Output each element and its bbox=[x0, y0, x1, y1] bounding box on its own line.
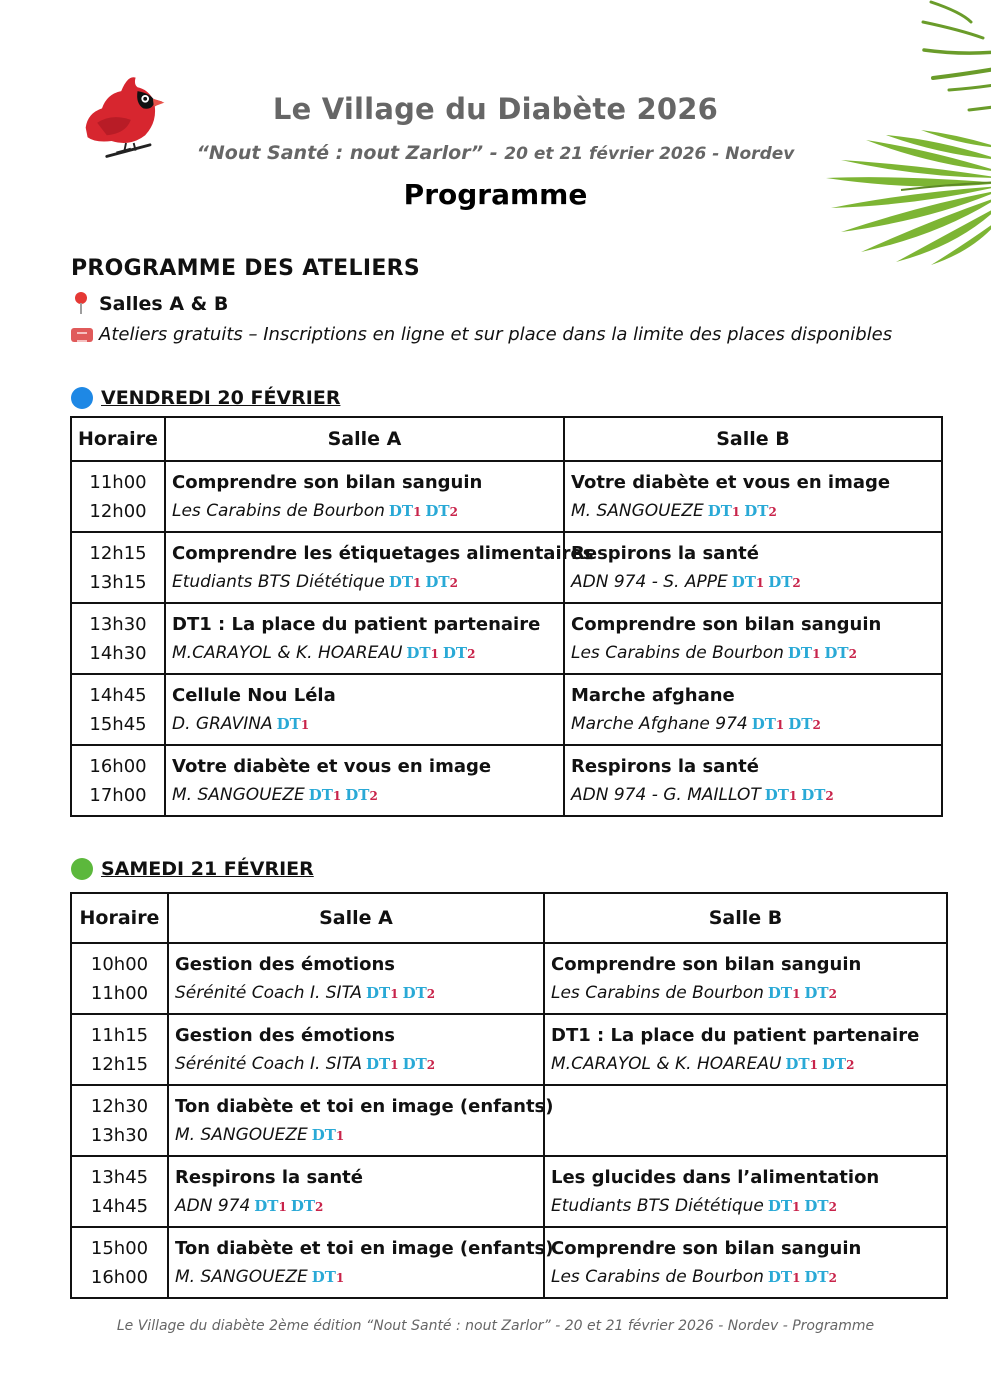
session-title: Respirons la santé bbox=[175, 1167, 363, 1188]
table-row bbox=[71, 461, 942, 532]
dt-prefix: DT bbox=[254, 1197, 279, 1215]
session-speaker bbox=[172, 710, 557, 740]
schedule-table-saturday bbox=[70, 892, 948, 1299]
section-title: PROGRAMME DES ATELIERS bbox=[71, 256, 421, 281]
registration-note bbox=[71, 324, 892, 345]
start-time: 16h00 bbox=[89, 756, 147, 777]
session-title: DT1 : La place du patient partenaire bbox=[551, 1025, 920, 1046]
dt-badge bbox=[752, 715, 785, 733]
session-title: Comprendre les étiquetages alimentaires bbox=[172, 543, 594, 564]
session-speaker bbox=[551, 979, 940, 1009]
time-cell bbox=[71, 1156, 168, 1227]
dt-badge bbox=[345, 786, 378, 804]
speaker-name: Etudiants BTS Diététique bbox=[172, 572, 385, 592]
dt-badge bbox=[768, 1197, 801, 1215]
session-cell-salle-a bbox=[165, 603, 564, 674]
session-cell-salle-a bbox=[165, 532, 594, 603]
table-row bbox=[71, 745, 942, 816]
dt-badge bbox=[765, 786, 798, 804]
round-pushpin-icon bbox=[71, 292, 91, 316]
dt-number: 1 bbox=[413, 576, 422, 590]
session-title: Votre diabète et vous en image bbox=[571, 472, 891, 493]
dt-badge bbox=[389, 573, 422, 591]
dt-badge bbox=[732, 573, 765, 591]
speaker-name: M. SANGOUEZE bbox=[175, 1125, 308, 1145]
speaker-name: ADN 974 - S. APPE bbox=[571, 572, 728, 592]
table-row bbox=[71, 603, 942, 674]
dt-number: 1 bbox=[775, 718, 785, 732]
session-cell-salle-a bbox=[168, 1156, 544, 1227]
dt-prefix: DT bbox=[425, 502, 450, 520]
registration-note-text: Ateliers gratuits – Inscriptions en ligne et sur place dans la limite des places disponibles bbox=[99, 324, 893, 345]
dt-prefix: DT bbox=[402, 1055, 427, 1073]
table-header-row bbox=[71, 417, 942, 461]
dt-number: 1 bbox=[335, 1129, 345, 1143]
day-label: VENDREDI 20 FÉVRIER bbox=[101, 387, 341, 409]
column-header-salle-b: Salle B bbox=[564, 417, 942, 461]
session-cell-salle-b bbox=[544, 943, 947, 1014]
session-cell-salle-b bbox=[564, 603, 942, 674]
dt-number: 1 bbox=[755, 576, 765, 590]
session-cell-salle-b bbox=[564, 745, 942, 816]
dt-number: 1 bbox=[792, 1200, 801, 1214]
dt-number: 2 bbox=[848, 647, 857, 661]
event-subtitle bbox=[0, 142, 991, 164]
dt-badge bbox=[366, 1055, 399, 1073]
session-title: Gestion des émotions bbox=[175, 954, 395, 975]
dt-prefix: DT bbox=[804, 1197, 829, 1215]
session-speaker bbox=[571, 568, 935, 598]
dt-badge bbox=[277, 715, 310, 733]
dt-number: 1 bbox=[731, 505, 741, 519]
dt-prefix: DT bbox=[731, 573, 756, 591]
dt-number: 1 bbox=[792, 987, 801, 1001]
session-speaker bbox=[175, 1121, 537, 1151]
page-title: Programme bbox=[403, 178, 588, 211]
dt-prefix: DT bbox=[767, 1268, 793, 1286]
dt-badge bbox=[312, 1126, 345, 1144]
speaker-name: Marche Afghane 974 bbox=[571, 714, 748, 734]
start-time: 11h15 bbox=[90, 1025, 149, 1046]
start-time: 11h00 bbox=[89, 472, 147, 493]
dt-prefix: DT bbox=[767, 1197, 793, 1215]
dt-badge bbox=[366, 984, 399, 1002]
dt-badge bbox=[406, 644, 439, 662]
dt-prefix: DT bbox=[366, 984, 391, 1002]
dt-badge bbox=[822, 1055, 855, 1073]
session-title: DT1 : La place du patient partenaire bbox=[172, 614, 541, 635]
session-speaker bbox=[175, 1050, 537, 1080]
end-time: 14h30 bbox=[89, 643, 147, 664]
session-speaker bbox=[175, 1192, 537, 1222]
session-title: Comprendre son bilan sanguin bbox=[551, 954, 862, 975]
column-header-horaire: Horaire bbox=[71, 893, 168, 943]
dt-number: 1 bbox=[335, 1271, 345, 1285]
dt-badge bbox=[403, 1055, 436, 1073]
dt-badge bbox=[254, 1197, 287, 1215]
session-title: Ton diabète et toi en image (enfants) bbox=[175, 1238, 554, 1259]
end-time: 14h45 bbox=[90, 1196, 149, 1217]
session-cell-salle-b bbox=[564, 532, 942, 603]
dt-prefix: DT bbox=[767, 984, 793, 1002]
dt-badge bbox=[768, 984, 801, 1002]
session-speaker bbox=[172, 781, 557, 811]
dt-badge bbox=[804, 1268, 837, 1286]
dt-prefix: DT bbox=[764, 786, 789, 804]
time-cell bbox=[71, 532, 165, 603]
dt-number: 2 bbox=[426, 987, 436, 1001]
session-cell-salle-b bbox=[544, 1156, 947, 1227]
time-cell bbox=[71, 461, 165, 532]
palm-leaf-decoration bbox=[811, 0, 991, 265]
column-header-salle-a: Salle A bbox=[168, 893, 544, 943]
dt-number: 2 bbox=[315, 1200, 324, 1214]
dt-badge bbox=[788, 644, 821, 662]
schedule-table-friday bbox=[70, 416, 943, 817]
speaker-name: M. SANGOUEZE bbox=[571, 501, 704, 521]
session-cell-salle-b bbox=[564, 674, 942, 745]
end-time: 15h45 bbox=[89, 714, 147, 735]
dt-prefix: DT bbox=[744, 502, 769, 520]
dt-badge bbox=[824, 644, 857, 662]
session-cell-salle-a bbox=[168, 1085, 554, 1156]
session-title: Comprendre son bilan sanguin bbox=[172, 472, 483, 493]
end-time: 17h00 bbox=[89, 785, 147, 806]
blue-circle-icon bbox=[71, 387, 93, 409]
ticket-icon bbox=[71, 328, 93, 342]
speaker-name: M. SANGOUEZE bbox=[175, 1267, 308, 1287]
session-title: Respirons la santé bbox=[571, 756, 759, 777]
speaker-name: ADN 974 bbox=[175, 1196, 251, 1216]
dt-prefix: DT bbox=[366, 1055, 391, 1073]
dt-number: 1 bbox=[300, 718, 310, 732]
end-time: 12h15 bbox=[90, 1054, 149, 1075]
start-time: 15h00 bbox=[90, 1238, 149, 1259]
session-title: Comprendre son bilan sanguin bbox=[551, 1238, 862, 1259]
session-speaker bbox=[175, 1263, 537, 1293]
dt-badge bbox=[788, 715, 821, 733]
session-cell-salle-b bbox=[544, 1227, 947, 1298]
dt-prefix: DT bbox=[308, 786, 333, 804]
dt-number: 2 bbox=[828, 1200, 837, 1214]
dt-number: 2 bbox=[828, 1271, 837, 1285]
session-cell-salle-a bbox=[168, 1014, 544, 1085]
dt-number: 2 bbox=[426, 1058, 436, 1072]
session-speaker bbox=[571, 710, 935, 740]
dt-prefix: DT bbox=[311, 1126, 336, 1144]
table-row bbox=[71, 1156, 947, 1227]
dt-number: 2 bbox=[467, 647, 476, 661]
dt-number: 2 bbox=[828, 987, 837, 1001]
session-speaker bbox=[571, 639, 935, 669]
table-row bbox=[71, 532, 942, 603]
session-cell-salle-a bbox=[165, 674, 564, 745]
end-time: 12h00 bbox=[89, 501, 147, 522]
dt-number: 2 bbox=[369, 789, 378, 803]
dt-prefix: DT bbox=[442, 644, 468, 662]
dt-prefix: DT bbox=[804, 1268, 829, 1286]
dt-badge bbox=[804, 984, 837, 1002]
table-row bbox=[71, 1014, 947, 1085]
session-title: Respirons la santé bbox=[571, 543, 759, 564]
start-time: 10h00 bbox=[90, 954, 149, 975]
session-title: Comprendre son bilan sanguin bbox=[571, 614, 882, 635]
location-text: Salles A & B bbox=[99, 293, 229, 315]
day-heading-saturday bbox=[71, 858, 314, 880]
time-cell bbox=[71, 1014, 168, 1085]
dt-prefix: DT bbox=[787, 644, 813, 662]
start-time: 13h45 bbox=[90, 1167, 149, 1188]
dt-number: 2 bbox=[825, 789, 834, 803]
session-title: Cellule Nou Léla bbox=[172, 685, 336, 706]
dt-badge bbox=[389, 502, 422, 520]
dt-badge bbox=[708, 502, 741, 520]
start-time: 14h45 bbox=[89, 685, 147, 706]
speaker-name: M. SANGOUEZE bbox=[172, 785, 305, 805]
time-cell bbox=[71, 943, 168, 1014]
dt-number: 1 bbox=[390, 1058, 399, 1072]
dt-number: 1 bbox=[390, 987, 399, 1001]
table-row bbox=[71, 1227, 947, 1298]
dt-number: 1 bbox=[788, 789, 798, 803]
table-header-row bbox=[71, 893, 947, 943]
time-cell bbox=[71, 1085, 168, 1156]
time-cell bbox=[71, 603, 165, 674]
dt-prefix: DT bbox=[824, 644, 849, 662]
dt-badge bbox=[768, 573, 801, 591]
end-time: 11h00 bbox=[90, 983, 149, 1004]
dt-prefix: DT bbox=[768, 573, 793, 591]
event-title: Le Village du Diabète 2026 bbox=[272, 92, 719, 126]
dt-badge bbox=[425, 502, 458, 520]
session-title: Ton diabète et toi en image (enfants) bbox=[175, 1096, 554, 1117]
dt-prefix: DT bbox=[785, 1055, 810, 1073]
speaker-name: D. GRAVINA bbox=[172, 714, 273, 734]
dt-badge bbox=[804, 1197, 837, 1215]
dt-badge bbox=[443, 644, 476, 662]
dt-badge bbox=[744, 502, 777, 520]
session-cell-salle-b bbox=[564, 461, 942, 532]
page-footer: Le Village du diabète 2ème édition “Nout Santé : nout Zarlor” - 20 et 21 février 2026 - Nordev - Programme bbox=[116, 1318, 875, 1334]
location-line bbox=[71, 292, 228, 316]
start-time: 12h30 bbox=[90, 1096, 149, 1117]
dt-number: 1 bbox=[809, 1058, 818, 1072]
dt-prefix: DT bbox=[402, 984, 427, 1002]
green-circle-icon bbox=[71, 858, 93, 880]
dt-prefix: DT bbox=[290, 1197, 315, 1215]
speaker-name: Les Carabins de Bourbon bbox=[172, 501, 385, 521]
session-title: Gestion des émotions bbox=[175, 1025, 395, 1046]
time-cell bbox=[71, 674, 165, 745]
dt-number: 1 bbox=[812, 647, 821, 661]
time-cell bbox=[71, 1227, 168, 1298]
speaker-name: Les Carabins de Bourbon bbox=[551, 983, 764, 1003]
dt-number: 2 bbox=[449, 505, 458, 519]
dt-prefix: DT bbox=[788, 715, 813, 733]
session-cell-salle-a bbox=[168, 1227, 554, 1298]
session-speaker bbox=[172, 568, 557, 598]
session-title: Les glucides dans l’alimentation bbox=[551, 1167, 880, 1188]
speaker-name: M.CARAYOL & K. HOAREAU bbox=[172, 643, 403, 663]
session-speaker bbox=[571, 497, 935, 527]
end-time: 13h15 bbox=[89, 572, 147, 593]
dt-prefix: DT bbox=[751, 715, 776, 733]
dt-badge bbox=[785, 1055, 818, 1073]
speaker-name: Les Carabins de Bourbon bbox=[571, 643, 784, 663]
dt-number: 2 bbox=[792, 576, 801, 590]
dt-prefix: DT bbox=[388, 573, 414, 591]
day-heading-friday bbox=[71, 387, 340, 409]
end-time: 16h00 bbox=[90, 1267, 149, 1288]
dt-prefix: DT bbox=[801, 786, 826, 804]
dt-badge bbox=[768, 1268, 801, 1286]
session-speaker bbox=[551, 1192, 940, 1222]
session-speaker bbox=[175, 979, 537, 1009]
dt-number: 1 bbox=[792, 1271, 801, 1285]
dt-number: 2 bbox=[449, 576, 458, 590]
dt-prefix: DT bbox=[276, 715, 301, 733]
day-label: SAMEDI 21 FÉVRIER bbox=[101, 858, 314, 880]
session-title: Marche afghane bbox=[571, 685, 735, 706]
end-time: 13h30 bbox=[90, 1125, 149, 1146]
table-row bbox=[71, 1085, 947, 1156]
dt-number: 1 bbox=[332, 789, 342, 803]
column-header-salle-a: Salle A bbox=[165, 417, 564, 461]
dt-badge bbox=[403, 984, 436, 1002]
dt-prefix: DT bbox=[406, 644, 431, 662]
session-speaker bbox=[571, 781, 935, 811]
table-row bbox=[71, 943, 947, 1014]
speaker-name: M.CARAYOL & K. HOAREAU bbox=[551, 1054, 782, 1074]
dt-prefix: DT bbox=[311, 1268, 336, 1286]
dt-prefix: DT bbox=[804, 984, 829, 1002]
session-cell-salle-b bbox=[544, 1085, 947, 1156]
session-speaker bbox=[551, 1263, 940, 1293]
table-row bbox=[71, 674, 942, 745]
session-speaker bbox=[172, 497, 557, 527]
start-time: 12h15 bbox=[89, 543, 147, 564]
speaker-name: Sérénité Coach I. SITA bbox=[175, 983, 363, 1003]
dt-prefix: DT bbox=[425, 573, 450, 591]
session-cell-salle-a bbox=[165, 461, 564, 532]
dt-number: 1 bbox=[278, 1200, 287, 1214]
dt-prefix: DT bbox=[345, 786, 370, 804]
column-header-salle-b: Salle B bbox=[544, 893, 947, 943]
dt-prefix: DT bbox=[707, 502, 732, 520]
dt-number: 1 bbox=[430, 647, 439, 661]
session-speaker bbox=[551, 1050, 940, 1080]
dt-prefix: DT bbox=[821, 1055, 847, 1073]
dt-badge bbox=[312, 1268, 345, 1286]
dt-badge bbox=[425, 573, 458, 591]
session-speaker bbox=[172, 639, 557, 669]
dt-badge bbox=[309, 786, 342, 804]
session-title: Votre diabète et vous en image bbox=[172, 756, 492, 777]
dt-number: 2 bbox=[768, 505, 777, 519]
dt-prefix: DT bbox=[388, 502, 414, 520]
session-cell-salle-a bbox=[168, 943, 544, 1014]
session-cell-salle-b bbox=[544, 1014, 947, 1085]
start-time: 13h30 bbox=[89, 614, 147, 635]
dt-number: 2 bbox=[812, 718, 821, 732]
speaker-name: Sérénité Coach I. SITA bbox=[175, 1054, 363, 1074]
speaker-name: Etudiants BTS Diététique bbox=[551, 1196, 764, 1216]
column-header-horaire: Horaire bbox=[71, 417, 165, 461]
speaker-name: Les Carabins de Bourbon bbox=[551, 1267, 764, 1287]
time-cell bbox=[71, 745, 165, 816]
speaker-name: ADN 974 - G. MAILLOT bbox=[571, 785, 761, 805]
session-cell-salle-a bbox=[165, 745, 564, 816]
event-slogan: “Nout Santé : nout Zarlor” - bbox=[196, 142, 498, 164]
dt-number: 2 bbox=[846, 1058, 855, 1072]
dt-badge bbox=[801, 786, 834, 804]
dt-badge bbox=[291, 1197, 324, 1215]
event-dates: 20 et 21 février 2026 - Nordev bbox=[504, 144, 795, 164]
dt-number: 1 bbox=[413, 505, 422, 519]
